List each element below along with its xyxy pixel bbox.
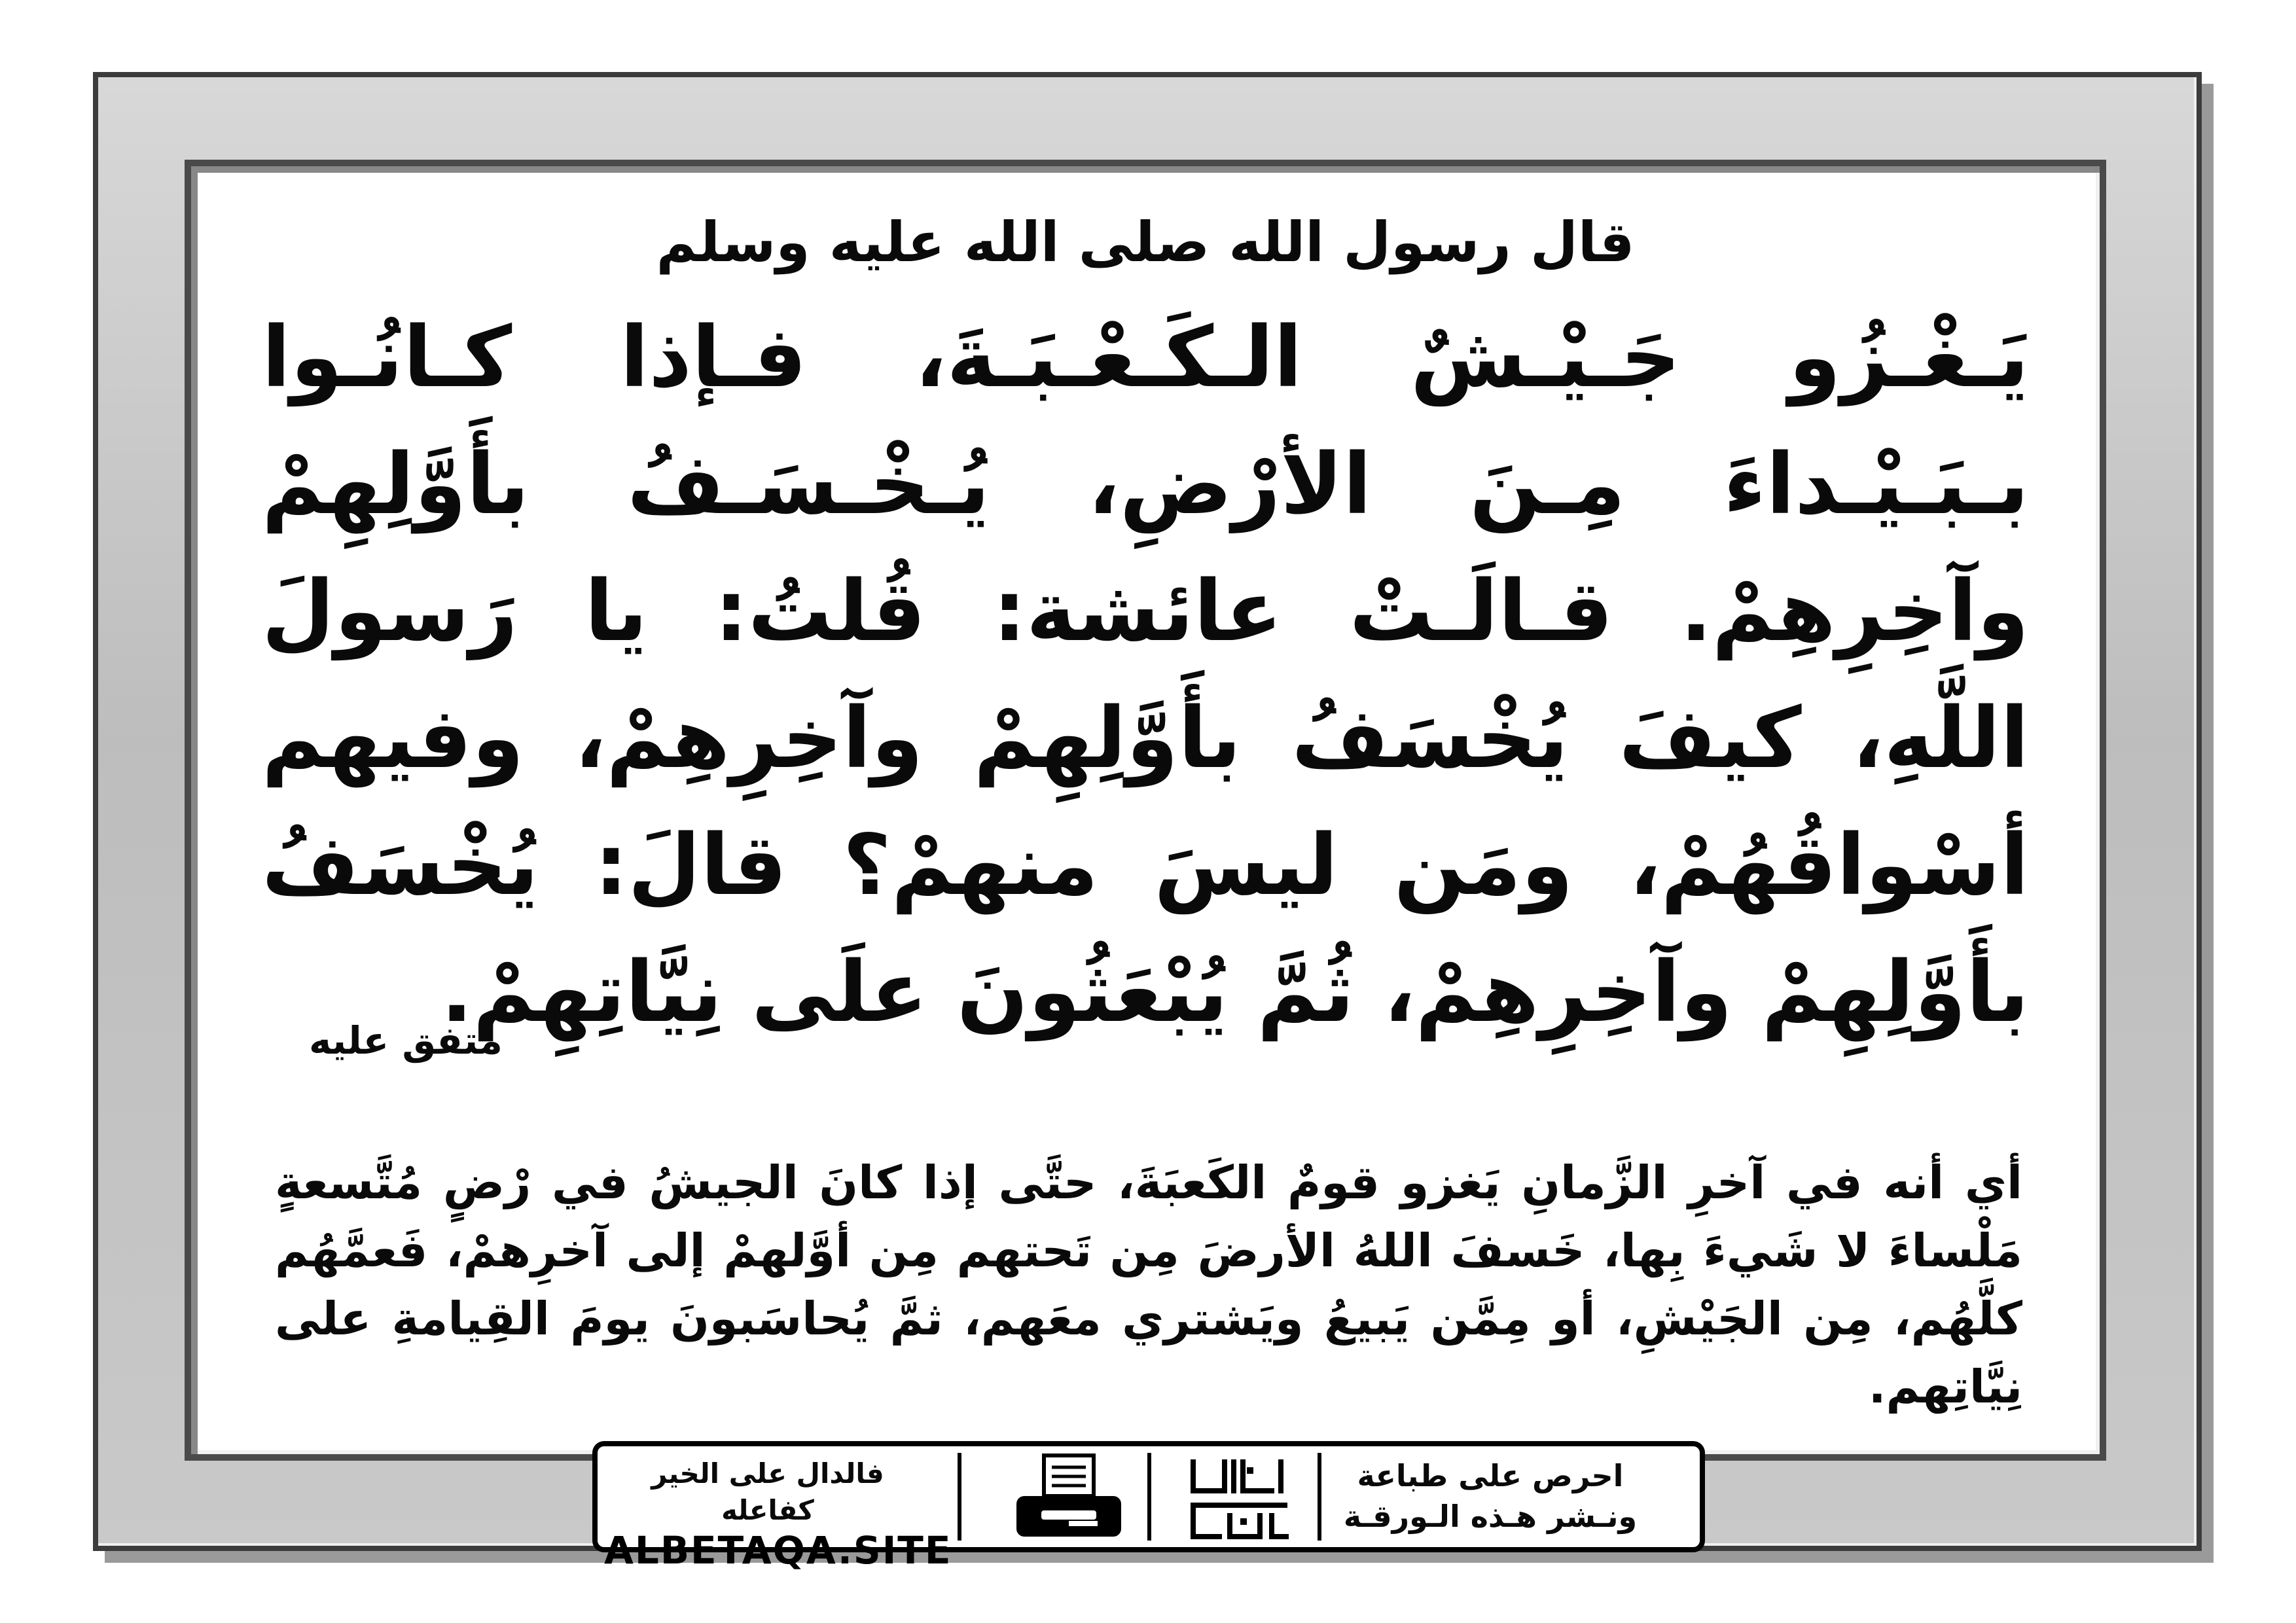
page-title: قال رسول الله صلى الله عليه وسلم — [656, 210, 1635, 274]
hadith-attribution: متفق عليه — [309, 1018, 503, 1063]
hadith-text: يَـغْـزُو جَـيْـشٌ الـكَـعْـبَـةَ، فـإذا كـانُـوا بـبَـيْـداءَ مِـنَ الأرْضِ، يُـخْـسَـفُ بأَوَّلِهِمْ وآخِرِهِمْ. قـالَـتْ عائشة: قُلتُ: يا رَسولَ اللَّهِ، كيفَ يُخْسَفُ بأَوَّلِهِمْ وآخِرِهِمْ، وفيهم أسْواقُهُمْ، ومَن ليسَ منهمْ؟ قالَ: يُخْسَفُ بأَوَّلِهِمْ وآخِرِهِمْ، ثُمَّ يُبْعَثُونَ علَى نِيَّاتِهِمْ. — [262, 309, 2029, 1041]
footer-divider — [958, 1453, 961, 1541]
footer-banner — [592, 1441, 1705, 1573]
print-note-line2: ونـشر هـذه الـورقـة — [1343, 1499, 1638, 1534]
footer-divider — [1147, 1453, 1151, 1541]
footer-site-block — [604, 1453, 952, 1573]
logo-mark — [1174, 1450, 1304, 1548]
print-note — [1320, 1455, 1660, 1543]
printer-icon — [1003, 1450, 1134, 1548]
site-url[interactable]: ALBETAQA.SITE — [604, 1528, 952, 1573]
explanation-text: أي أنه في آخرِ الزَّمانِ يَغزو قومٌ الكَعبَةَ، حتَّى إذا كانَ الجيشُ في رْضٍ مُتَّسعةٍ مَلْساءَ لا شَيءَ بِها، خَسفَ اللهُ الأرضَ مِن تَحتهم مِن أوَّلهمْ إلى آخرِهمْ، فَعمَّهُم كلَّهُم، مِن الجَيْشِ، أو مِمَّن يَبيعُ ويَشتري معَهم، ثمَّ يُحاسَبونَ يومَ القِيامةِ على نِيَّاتِهم. — [275, 1156, 2022, 1414]
footer-motto: فالدال على الخير كفاعله — [651, 1457, 884, 1526]
print-note-line1: احرص على طباعة — [1357, 1458, 1624, 1493]
